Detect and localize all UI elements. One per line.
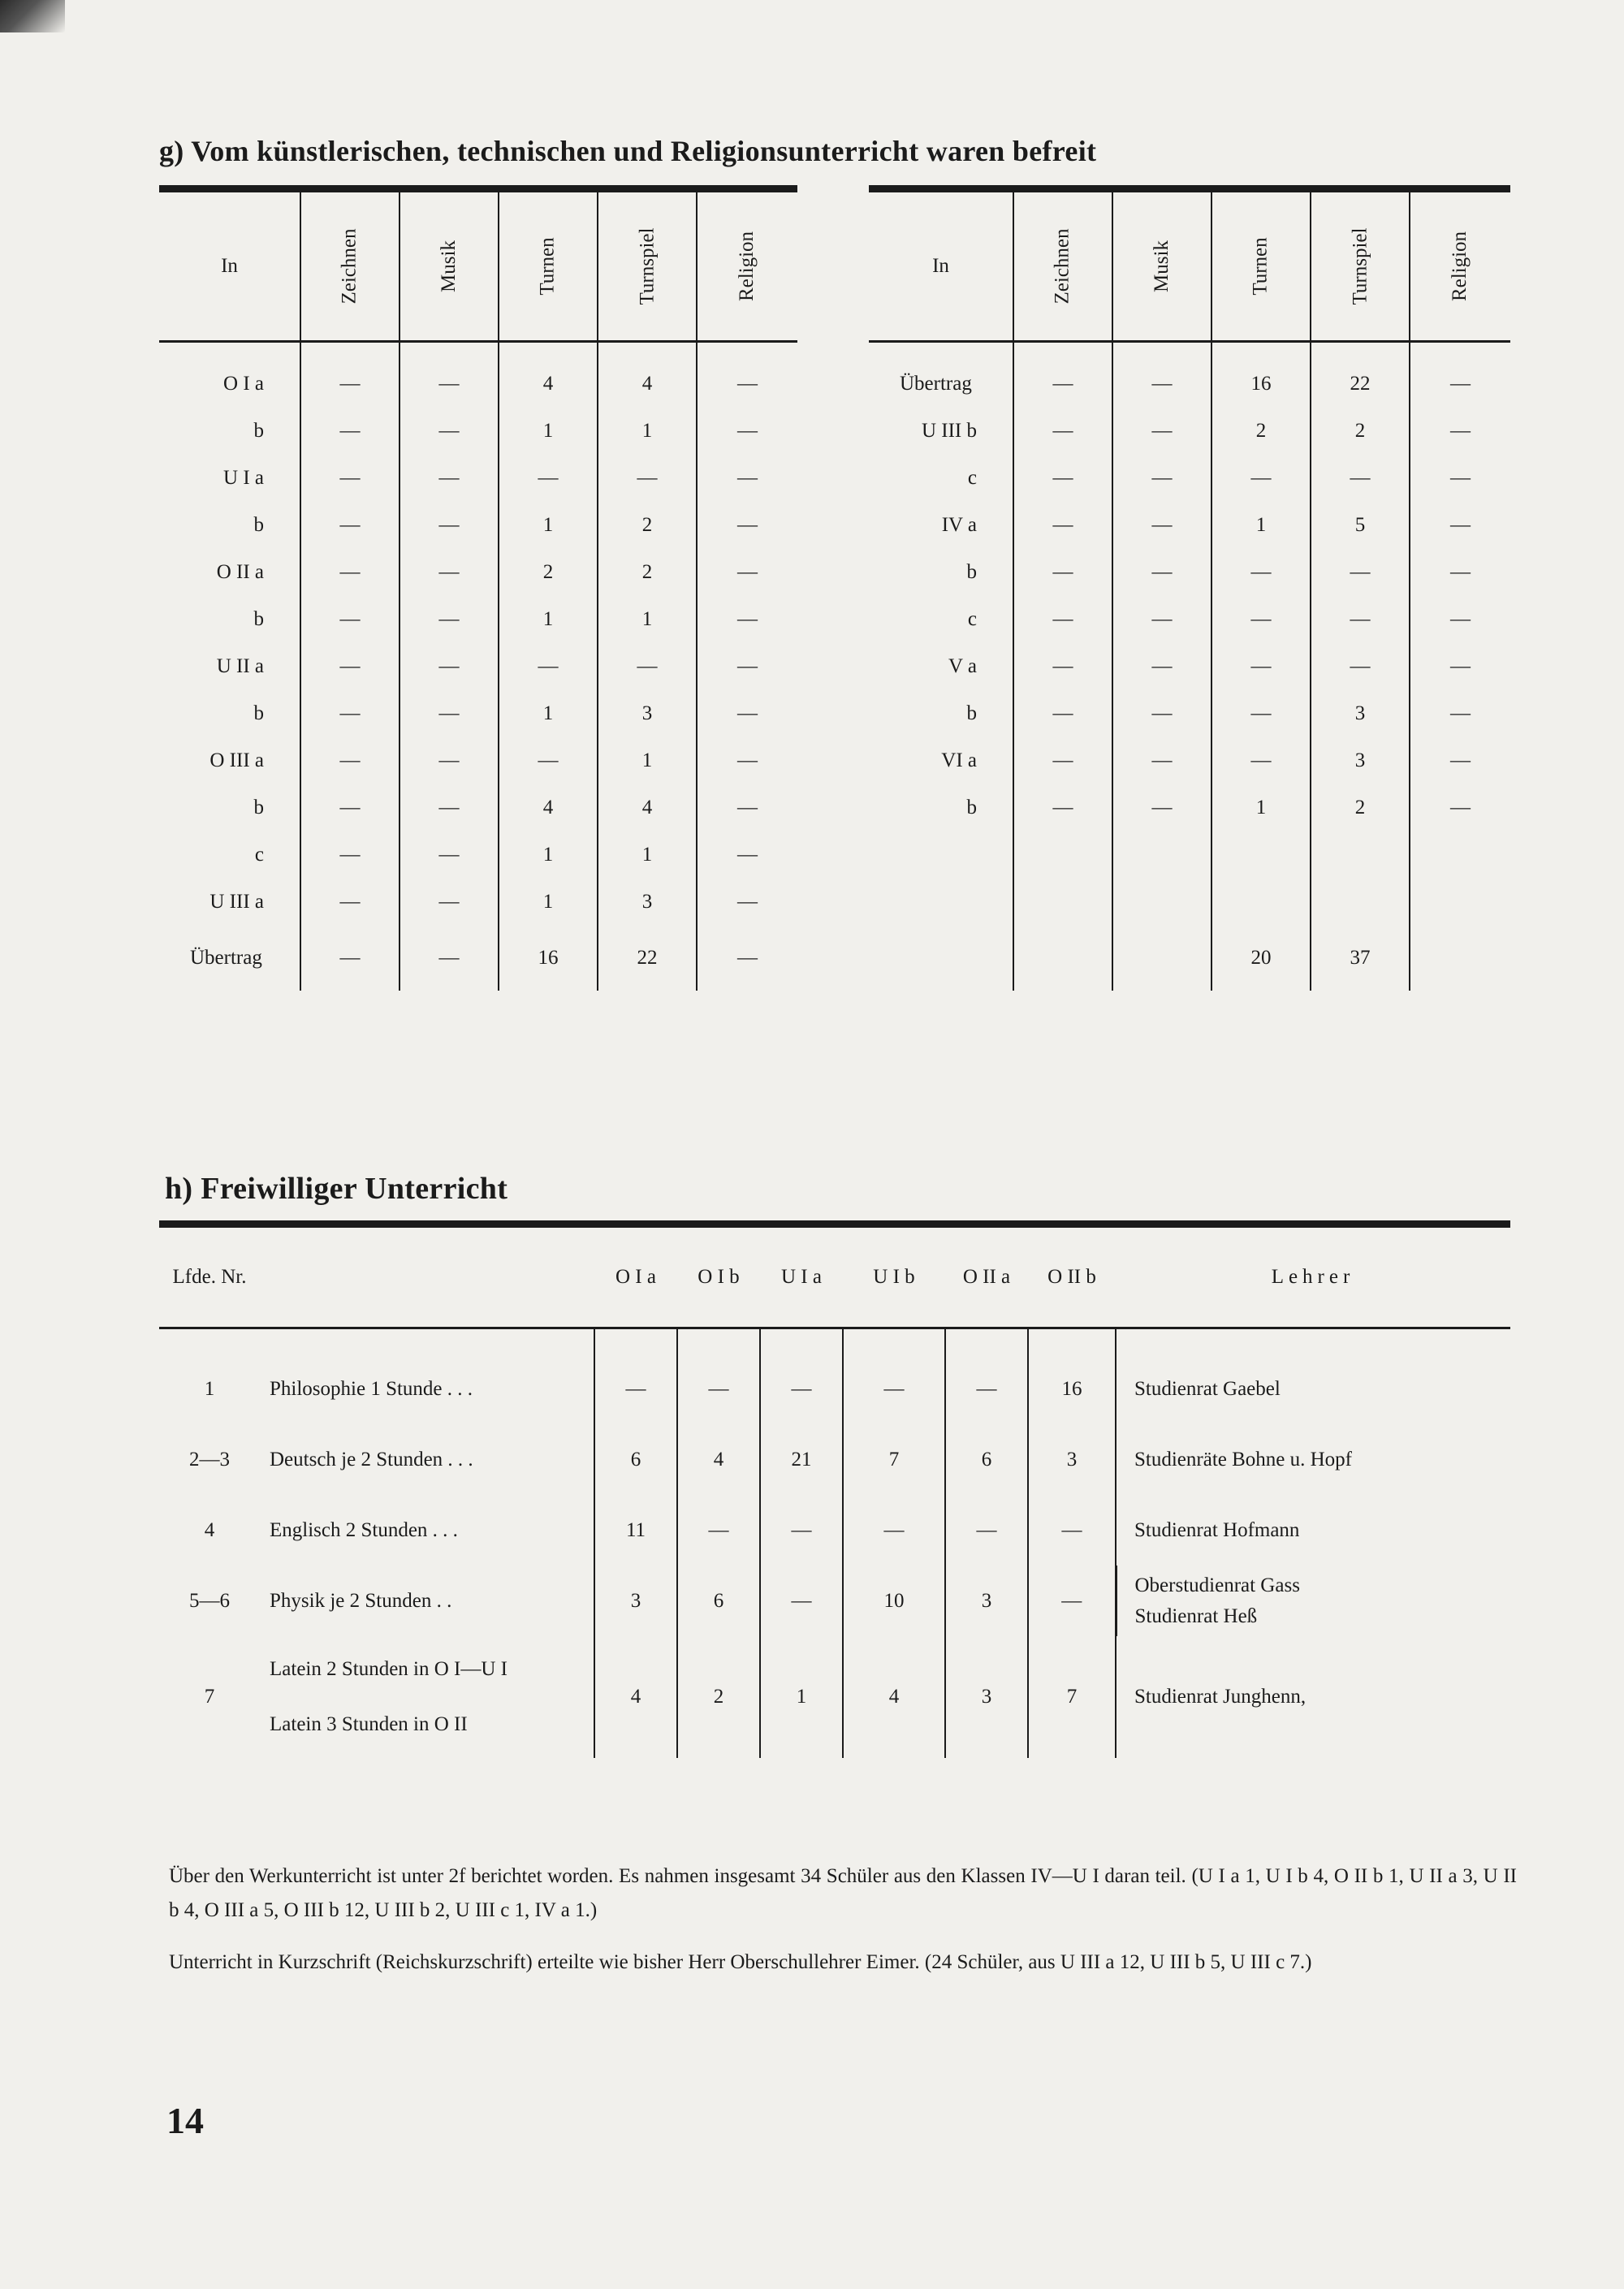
table-row: [159, 879, 797, 926]
religion-value: [1410, 831, 1510, 879]
page-corner-shadow: [0, 0, 65, 32]
turnspiel-value: —: [1311, 549, 1410, 596]
turnspiel-value: —: [1311, 455, 1410, 502]
turnspiel-value: 37: [1311, 926, 1410, 991]
oiib-value: 16: [1028, 1328, 1116, 1425]
teacher-line: Oberstudienrat Gass: [1134, 1574, 1300, 1596]
religion-value: —: [697, 784, 797, 831]
table-row: [159, 1424, 1510, 1495]
turnspiel-value: —: [598, 455, 697, 502]
table-row: [159, 502, 797, 549]
subject: Englisch 2 Stunden . . .: [270, 1518, 458, 1541]
table-row: [869, 455, 1510, 502]
page-number: 14: [166, 2100, 204, 2141]
turnspiel-value: 2: [1311, 784, 1410, 831]
turnspiel-value: 3: [1311, 737, 1410, 784]
col-turnspiel: Turnspiel: [598, 189, 697, 342]
oiia-value: 3: [945, 1636, 1028, 1758]
table-row: [159, 784, 797, 831]
zeichnen-value: —: [1013, 737, 1112, 784]
table-row: [869, 342, 1510, 408]
class-label: b: [966, 561, 977, 583]
turnen-value: —: [499, 737, 598, 784]
uia-value: —: [760, 1495, 843, 1566]
turnen-value: 1: [499, 502, 598, 549]
col-uib: U I b: [843, 1224, 945, 1328]
zeichnen-value: —: [300, 549, 400, 596]
col-oiib: O II b: [1028, 1224, 1116, 1328]
turnspiel-value: 3: [598, 690, 697, 737]
class-label: b: [253, 608, 264, 630]
col-musik: Musik: [400, 189, 499, 342]
turnspiel-value: 1: [598, 408, 697, 455]
table-row: [869, 549, 1510, 596]
col-lehrer: Lehrer: [1116, 1224, 1510, 1328]
musik-value: —: [400, 784, 499, 831]
class-label: O I a: [223, 373, 264, 395]
zeichnen-value: —: [1013, 784, 1112, 831]
zeichnen-value: —: [1013, 549, 1112, 596]
teacher: Studienräte Bohne u. Hopf: [1116, 1424, 1510, 1495]
musik-value: —: [400, 690, 499, 737]
col-in: In: [869, 189, 1013, 342]
col-turnspiel: Turnspiel: [1311, 189, 1410, 342]
religion-value: —: [1410, 408, 1510, 455]
musik-value: —: [400, 926, 499, 991]
oia-value: 4: [594, 1636, 677, 1758]
zeichnen-value: —: [300, 737, 400, 784]
musik-value: —: [1112, 455, 1212, 502]
religion-value: —: [697, 737, 797, 784]
religion-value: [1410, 879, 1510, 926]
turnen-value: 1: [499, 408, 598, 455]
musik-value: —: [400, 502, 499, 549]
uia-value: 21: [760, 1424, 843, 1495]
col-oia: O I a: [594, 1224, 677, 1328]
musik-value: —: [400, 831, 499, 879]
exemption-table-left: [159, 185, 797, 991]
oia-value: —: [594, 1328, 677, 1425]
table-row: [869, 879, 1510, 926]
table-row: [159, 1566, 1510, 1636]
religion-value: —: [1410, 342, 1510, 408]
musik-value: —: [400, 879, 499, 926]
musik-value: —: [400, 455, 499, 502]
turnspiel-value: [1311, 831, 1410, 879]
musik-value: —: [1112, 784, 1212, 831]
zeichnen-value: —: [300, 596, 400, 643]
religion-value: —: [697, 342, 797, 408]
zeichnen-value: —: [1013, 408, 1112, 455]
class-label: [869, 831, 1013, 879]
religion-value: —: [697, 455, 797, 502]
oib-value: —: [677, 1328, 760, 1425]
zeichnen-value: —: [1013, 596, 1112, 643]
turnen-value: 1: [499, 596, 598, 643]
row-number: 4: [204, 1518, 215, 1541]
class-label: O III a: [209, 749, 264, 771]
table-row: [159, 408, 797, 455]
turnspiel-value: 1: [598, 596, 697, 643]
turnspiel-value: 22: [598, 926, 697, 991]
religion-value: —: [697, 549, 797, 596]
col-uia: U I a: [760, 1224, 843, 1328]
turnen-value: —: [499, 643, 598, 690]
table-row: [159, 643, 797, 690]
col-zeichnen: Zeichnen: [300, 189, 400, 342]
musik-value: —: [400, 549, 499, 596]
class-label: U III b: [921, 420, 977, 442]
oib-value: 2: [677, 1636, 760, 1758]
musik-value: —: [400, 643, 499, 690]
table-row: [869, 502, 1510, 549]
oib-value: —: [677, 1495, 760, 1566]
zeichnen-value: —: [300, 342, 400, 408]
table-row: [869, 737, 1510, 784]
note-kurzschrift: Unterricht in Kurzschrift (Reichskurzschrift) erteilte wie bisher Herr Oberschullehrer Eimer. (24 Schüler, aus U III a 12, U III b 5, U III c 7.): [169, 1951, 1312, 1973]
musik-value: —: [1112, 502, 1212, 549]
subject: Deutsch je 2 Stunden . . .: [270, 1448, 473, 1471]
religion-value: —: [1410, 596, 1510, 643]
col-religion: Religion: [1410, 189, 1510, 342]
turnspiel-value: 3: [598, 879, 697, 926]
table-row: [869, 784, 1510, 831]
col-oib: O I b: [677, 1224, 760, 1328]
row-number: 7: [204, 1686, 215, 1708]
zeichnen-value: —: [300, 643, 400, 690]
uib-value: —: [843, 1328, 945, 1425]
exemption-table-right: [869, 185, 1510, 991]
class-label: IV a: [941, 514, 977, 536]
teacher: Studienrat Hofmann: [1116, 1495, 1510, 1566]
class-label: U II a: [216, 655, 264, 677]
total-row: [159, 926, 797, 991]
col-lfde-nr: Lfde. Nr.: [159, 1224, 260, 1328]
turnen-value: 2: [499, 549, 598, 596]
musik-value: —: [1112, 643, 1212, 690]
religion-value: —: [1410, 549, 1510, 596]
oiia-value: —: [945, 1495, 1028, 1566]
zeichnen-value: [1013, 926, 1112, 991]
zeichnen-value: —: [300, 784, 400, 831]
col-religion: Religion: [697, 189, 797, 342]
teacher: Studienrat Gaebel: [1116, 1328, 1510, 1425]
table-row: [159, 596, 797, 643]
oib-value: 4: [677, 1424, 760, 1495]
turnspiel-value: 2: [598, 502, 697, 549]
class-label: b: [966, 702, 977, 724]
section-g-heading: g) Vom künstlerischen, technischen und Religionsunterricht waren befreit: [159, 135, 1097, 167]
col-subject: [260, 1224, 594, 1328]
zeichnen-value: —: [1013, 643, 1112, 690]
table-row: [159, 455, 797, 502]
oia-value: 11: [594, 1495, 677, 1566]
turnen-value: —: [1212, 596, 1311, 643]
turnen-value: —: [1212, 455, 1311, 502]
table-row: [159, 342, 797, 408]
oiia-value: 6: [945, 1424, 1028, 1495]
table-row: [159, 1495, 1510, 1566]
table-row: [869, 831, 1510, 879]
musik-value: —: [1112, 408, 1212, 455]
oib-value: 6: [677, 1566, 760, 1636]
col-oiia: O II a: [945, 1224, 1028, 1328]
musik-value: —: [1112, 342, 1212, 408]
teacher: [1116, 1566, 1510, 1636]
oia-value: 6: [594, 1424, 677, 1495]
zeichnen-value: —: [1013, 342, 1112, 408]
zeichnen-value: —: [300, 455, 400, 502]
total-row: [869, 926, 1510, 991]
turnspiel-value: —: [598, 643, 697, 690]
musik-value: [1112, 879, 1212, 926]
turnspiel-value: —: [1311, 596, 1410, 643]
musik-value: —: [1112, 737, 1212, 784]
turnspiel-value: 4: [598, 342, 697, 408]
class-label: b: [253, 702, 264, 724]
class-label: U III a: [209, 891, 264, 913]
uib-value: —: [843, 1495, 945, 1566]
subject: Physik je 2 Stunden . .: [270, 1589, 452, 1612]
uib-value: 7: [843, 1424, 945, 1495]
oia-value: 3: [594, 1566, 677, 1636]
uia-value: —: [760, 1328, 843, 1425]
zeichnen-value: —: [1013, 690, 1112, 737]
turnen-value: 16: [1212, 342, 1311, 408]
musik-value: [1112, 831, 1212, 879]
uib-value: 10: [843, 1566, 945, 1636]
turnen-value: 4: [499, 784, 598, 831]
row-number: 5—6: [189, 1589, 230, 1612]
zeichnen-value: —: [1013, 455, 1112, 502]
col-in: In: [159, 189, 300, 342]
zeichnen-value: —: [300, 502, 400, 549]
col-zeichnen: Zeichnen: [1013, 189, 1112, 342]
religion-value: —: [1410, 737, 1510, 784]
voluntary-instruction-table: [159, 1220, 1510, 1758]
turnen-value: 16: [499, 926, 598, 991]
table-row: [159, 690, 797, 737]
religion-value: —: [697, 596, 797, 643]
uib-value: 4: [843, 1636, 945, 1758]
oiib-value: —: [1028, 1566, 1116, 1636]
turnen-value: —: [1212, 643, 1311, 690]
turnen-value: 4: [499, 342, 598, 408]
class-label: O II a: [216, 561, 264, 583]
turnen-value: —: [1212, 737, 1311, 784]
religion-value: [1410, 926, 1510, 991]
class-label: b: [253, 420, 264, 442]
zeichnen-value: [1013, 831, 1112, 879]
religion-value: —: [1410, 502, 1510, 549]
musik-value: —: [400, 408, 499, 455]
class-label: c: [967, 467, 977, 489]
table-row: [869, 643, 1510, 690]
class-label: b: [253, 797, 264, 818]
musik-value: —: [1112, 690, 1212, 737]
class-label: c: [254, 844, 264, 866]
class-label: [869, 926, 1013, 991]
religion-value: —: [697, 643, 797, 690]
zeichnen-value: —: [300, 408, 400, 455]
musik-value: —: [400, 596, 499, 643]
religion-value: —: [1410, 643, 1510, 690]
table-row: [159, 737, 797, 784]
oiia-value: 3: [945, 1566, 1028, 1636]
col-turnen: Turnen: [1212, 189, 1311, 342]
table-row: [869, 690, 1510, 737]
oiib-value: 3: [1028, 1424, 1116, 1495]
table-row: [869, 596, 1510, 643]
turnen-value: 1: [499, 879, 598, 926]
zeichnen-value: —: [300, 690, 400, 737]
uia-value: —: [760, 1566, 843, 1636]
note-werkunterricht: Über den Werkunterricht ist unter 2f berichtet worden. Es nahmen insgesamt 34 Schüler aus den Klassen IV—U I daran teil. (U I a 1, U I b 4, O II b 1, U II a 3, U II b 4, O III a 5, O III b 12, U III b 2, U III c 1, IV a 1.): [169, 1865, 1517, 1921]
table-row: [159, 1636, 1510, 1758]
notes: [169, 1859, 1517, 1997]
oiib-value: 7: [1028, 1636, 1116, 1758]
turnen-value: 20: [1212, 926, 1311, 991]
turnen-value: —: [499, 455, 598, 502]
class-label: c: [967, 608, 977, 630]
musik-value: —: [400, 737, 499, 784]
teacher: Studienrat Junghenn,: [1116, 1636, 1510, 1758]
zeichnen-value: —: [300, 926, 400, 991]
musik-value: —: [1112, 549, 1212, 596]
class-label: VI a: [941, 749, 977, 771]
turnen-value: 1: [499, 831, 598, 879]
turnen-value: —: [1212, 690, 1311, 737]
turnspiel-value: 4: [598, 784, 697, 831]
class-label: b: [253, 514, 264, 536]
religion-value: —: [697, 831, 797, 879]
turnspiel-value: 2: [1311, 408, 1410, 455]
turnspiel-value: 5: [1311, 502, 1410, 549]
religion-value: —: [697, 879, 797, 926]
turnen-value: 1: [1212, 502, 1311, 549]
religion-value: —: [1410, 784, 1510, 831]
zeichnen-value: —: [300, 831, 400, 879]
turnspiel-value: —: [1311, 643, 1410, 690]
subject: Philosophie 1 Stunde . . .: [270, 1377, 473, 1400]
turnen-value: 2: [1212, 408, 1311, 455]
class-label: V a: [948, 655, 977, 677]
section-h-heading: h) Freiwilliger Unterricht: [165, 1172, 508, 1206]
table-row: [159, 1328, 1510, 1425]
musik-value: —: [400, 342, 499, 408]
religion-value: —: [697, 408, 797, 455]
religion-value: —: [697, 926, 797, 991]
col-turnen: Turnen: [499, 189, 598, 342]
turnen-value: [1212, 831, 1311, 879]
uia-value: 1: [760, 1636, 843, 1758]
subject-line: Latein 3 Stunden in O II: [270, 1713, 468, 1735]
oiib-value: —: [1028, 1495, 1116, 1566]
turnen-value: 1: [499, 690, 598, 737]
table-row: [159, 549, 797, 596]
oiia-value: —: [945, 1328, 1028, 1425]
turnspiel-value: 2: [598, 549, 697, 596]
row-number: 2—3: [189, 1448, 230, 1471]
zeichnen-value: —: [1013, 502, 1112, 549]
class-label: U I a: [223, 467, 264, 489]
turnspiel-value: 1: [598, 737, 697, 784]
class-label: [869, 879, 1013, 926]
turnspiel-value: 1: [598, 831, 697, 879]
subject-line: Latein 2 Stunden in O I—U I: [270, 1658, 508, 1680]
religion-value: —: [1410, 455, 1510, 502]
turnspiel-value: 22: [1311, 342, 1410, 408]
class-label: Übertrag: [190, 947, 262, 969]
turnen-value: [1212, 879, 1311, 926]
table-row: [159, 831, 797, 879]
col-musik: Musik: [1112, 189, 1212, 342]
teacher-line: Studienrat Heß: [1134, 1604, 1258, 1627]
turnen-value: 1: [1212, 784, 1311, 831]
class-label: Übertrag: [900, 373, 972, 395]
table-row: [869, 408, 1510, 455]
religion-value: —: [697, 690, 797, 737]
musik-value: —: [1112, 596, 1212, 643]
turnspiel-value: 3: [1311, 690, 1410, 737]
religion-value: —: [1410, 690, 1510, 737]
class-label: b: [966, 797, 977, 818]
turnen-value: —: [1212, 549, 1311, 596]
row-number: 1: [204, 1377, 215, 1400]
zeichnen-value: [1013, 879, 1112, 926]
religion-value: —: [697, 502, 797, 549]
subject: [260, 1636, 594, 1758]
zeichnen-value: —: [300, 879, 400, 926]
musik-value: [1112, 926, 1212, 991]
turnspiel-value: [1311, 879, 1410, 926]
